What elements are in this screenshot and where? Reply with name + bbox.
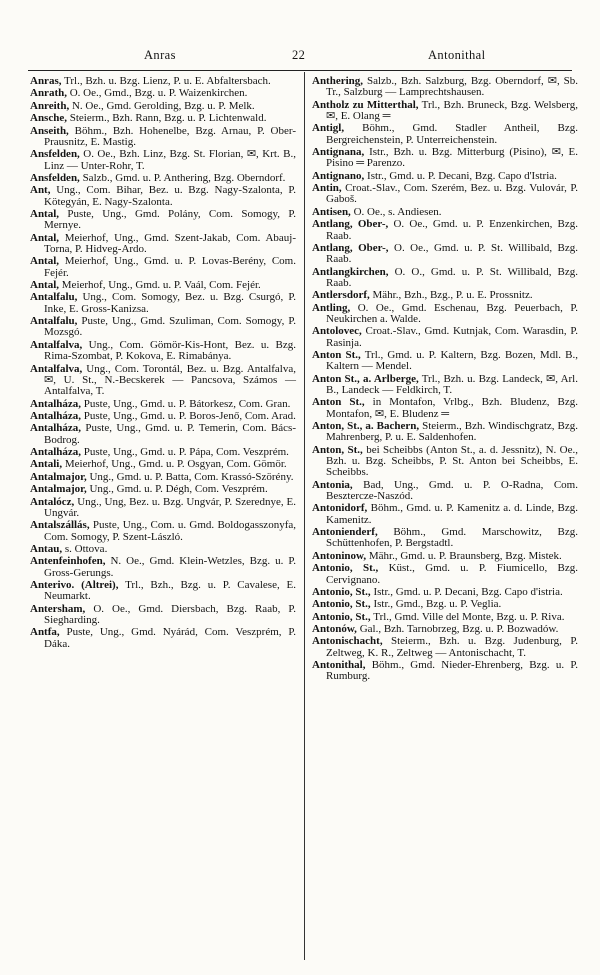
gazetteer-entry <box>30 411 296 422</box>
gazetteer-entry <box>30 173 296 184</box>
gazetteer-entry <box>30 76 296 87</box>
gazetteer-entry <box>30 292 296 315</box>
gazetteer-entry <box>30 149 296 172</box>
entry-details: O. Oe., Gmd. u. P. St. Willibald, Bzg. Raab. <box>326 241 579 266</box>
entry-headword: Antholz zu Mitterthal, <box>312 98 419 111</box>
entry-headword: Antonio, St., <box>312 610 371 623</box>
entry-headword: Antalháza, <box>30 397 82 410</box>
entry-details: O. Oe., Gmd., Bzg. u. P. Waizenkirchen. <box>66 87 248 100</box>
entry-headword: Anseith, <box>30 124 69 137</box>
entry-details: O. Oe., Gmd. u. P. Enzenkirchen, Bzg. Raab. <box>326 218 579 242</box>
entry-details: Ung., Gmd. u. P. Dégh, Com. Veszprém. <box>86 483 268 496</box>
gazetteer-entry <box>312 503 578 526</box>
gazetteer-entry <box>30 580 296 603</box>
entry-headword: Antlersdorf, <box>312 289 370 302</box>
entry-details: Puste, Ung., Gmd. u. P. Temerin, Com. Bács-Bodrog. <box>44 422 296 446</box>
gazetteer-entry <box>312 219 578 242</box>
entry-headword: Antonidorf, <box>312 502 368 515</box>
gazetteer-entry <box>312 421 578 444</box>
entry-details: Gal., Bzh. Tarnobrzeg, Bzg. u. P. Bozwadów. <box>356 623 559 636</box>
entry-headword: Antalfalva, <box>30 338 83 351</box>
entry-details: Trl., Bzh. Bruneck, Bzg. Welsberg, ✉, E. Olang ═ <box>326 98 578 122</box>
gazetteer-entry <box>30 364 296 398</box>
entry-details: Böhm., Bzh. Hohenelbe, Bzg. Arnau, P. Ober-Prausnitz, E. Mastig. <box>44 124 296 148</box>
entry-headword: Anton, St., <box>312 443 363 456</box>
gazetteer-entry <box>30 113 296 124</box>
entry-headword: Antlang, Ober-, <box>312 218 389 231</box>
entry-details: Bad, Ung., Gmd. u. P. O-Radna, Com. Besztercze-Naszód. <box>326 478 578 503</box>
entry-details: Meierhof, Ung., Gmd. Szent-Jakab, Com. Abauj-Torna, P. Hidveg-Ardo. <box>44 231 296 255</box>
entry-headword: Antonio, St., <box>312 598 371 611</box>
header-rule <box>28 70 572 71</box>
entry-headword: Antlangkirchen, <box>312 265 389 278</box>
entry-details: Böhm., Gmd. Nieder-Ehrenberg, Bzg. u. P. Rumburg. <box>326 659 578 683</box>
gazetteer-entry <box>30 556 296 579</box>
entry-details: Croat.-Slav., Com. Szerém, Bez. u. Bzg. Vulovár, P. Gaboš. <box>326 182 578 206</box>
entry-details: Trl., Bzh. u. Bzg. Lienz, P. u. E. Abfaltersbach. <box>61 75 271 87</box>
gazetteer-entry <box>312 183 578 206</box>
page-number: 22 <box>292 48 306 62</box>
entry-headword: Antonia, <box>312 478 353 491</box>
entry-headword: Antali, <box>30 458 63 471</box>
entry-details: Puste, Ung., Gmd. u. P. Boros-Jenő, Com. Arad. <box>81 409 296 422</box>
gazetteer-entry <box>312 100 578 123</box>
entry-headword: Antonów, <box>312 623 357 636</box>
gazetteer-entry <box>30 340 296 363</box>
entry-details: Mähr., Gmd. u. P. Braunsberg, Bzg. Mistek. <box>366 549 562 562</box>
gazetteer-entry <box>312 267 578 290</box>
entry-details: Ung., Com. Bihar, Bez. u. Bzg. Nagy-Szalonta, P. Kötegyán, E. Nagy-Szalonta. <box>44 184 296 208</box>
entry-headword: Antisen, <box>312 205 351 218</box>
entry-details: O. O., Gmd. u. P. St. Willibald, Bzg. Raab. <box>326 265 578 289</box>
entry-details: Meierhof, Ung., Gmd. u. P. Osgyan, Com. Gömör. <box>62 458 287 471</box>
entry-details: in Montafon, Vrlbg., Bzh. Bludenz, Bzg. Montafon, ✉, E. Bludenz ═ <box>326 396 579 420</box>
entry-headword: Antin, <box>312 182 342 195</box>
entry-details: Croat.-Slav., Gmd. Kutnjak, Com. Warasdin, P. Rasinja. <box>326 325 578 349</box>
entry-details: Böhm., Gmd. u. P. Kamenitz a. d. Linde, Bzg. Kamenitz. <box>326 502 578 526</box>
entry-details: Istr., Gmd. u. P. Decani, Bzg. Capo d'Istria. <box>364 169 557 182</box>
entry-details: Puste, Ung., Gmd. Polány, Com. Somogy, P. Mernye. <box>44 208 296 232</box>
entry-details: Ung., Ung, Bez. u. Bzg. Ungvár, P. Szerednye, E. Ungvár. <box>44 495 296 519</box>
entry-headword: Antolovec, <box>312 325 362 338</box>
entry-headword: Antersham, <box>30 602 86 615</box>
entry-headword: Antalócz, <box>30 495 75 508</box>
entry-headword: Antal, <box>30 279 60 292</box>
gazetteer-entry <box>30 316 296 339</box>
entry-headword: Antoninow, <box>312 549 367 562</box>
gazetteer-entry <box>312 636 578 659</box>
gazetteer-entry <box>312 551 578 562</box>
gazetteer-entry <box>312 147 578 170</box>
entry-details: Puste, Ung., Gmd. u. P. Pápa, Com. Veszprém. <box>81 445 289 458</box>
entry-details: Meierhof, Ung., Gmd. u. P. Vaál, Com. Fejér. <box>59 279 261 292</box>
gazetteer-entry <box>30 233 296 256</box>
entry-details: N. Oe., Gmd. Gerolding, Bzg. u. P. Melk. <box>69 99 255 112</box>
entry-headword: Antalháza, <box>30 409 82 422</box>
gazetteer-entry <box>312 587 578 598</box>
entry-headword: Antalháza, <box>30 445 82 458</box>
entry-details: Puste, Ung., Gmd. u. P. Bátorkesz, Com. Gran. <box>81 397 291 410</box>
gazetteer-entry <box>30 604 296 627</box>
entry-headword: Antignana, <box>312 146 365 159</box>
entry-details: O. Oe., Bzh. Linz, Bzg. St. Florian, ✉, Krt. B., Linz — Unter-Rohr, T. <box>44 148 296 172</box>
gazetteer-entry <box>312 123 578 146</box>
gazetteer-entry <box>312 171 578 182</box>
entry-headword: Anras, <box>30 75 62 87</box>
gazetteer-entry <box>30 520 296 543</box>
gazetteer-entry <box>30 627 296 650</box>
gazetteer-entry <box>30 185 296 208</box>
entry-details: Ung., Com. Somogy, Bez. u. Bzg. Csurgó, P. Inke, E. Gross-Kanizsa. <box>44 291 296 315</box>
gazetteer-entry <box>30 101 296 112</box>
entry-headword: Antalszállás, <box>30 519 90 532</box>
gazetteer-entry <box>312 374 578 397</box>
entry-details: Ung., Com. Gömör-Kis-Hont, Bez. u. Bzg. Rima-Szombat, P. Kokova, E. Rimabánya. <box>44 338 296 363</box>
gazetteer-entry <box>30 88 296 99</box>
entry-headword: Antenfeinhofen, <box>30 555 106 568</box>
gazetteer-entry <box>312 326 578 349</box>
entry-details: Trl., Bzh. u. Bzg. Landeck, ✉, Arl. B., Landeck — Feldkirch, T. <box>326 372 578 397</box>
gazetteer-entry <box>312 563 578 586</box>
entry-headword: Antal, <box>30 231 60 244</box>
gazetteer-entry <box>30 484 296 495</box>
entry-headword: Antal, <box>30 208 60 221</box>
entry-details: Steierm., Bzh. Rann, Bzg. u. P. Lichtenwald. <box>66 112 267 125</box>
gazetteer-entry <box>312 243 578 266</box>
entry-headword: Antonio, St., <box>312 562 379 575</box>
entry-details: Salzb., Bzh. Salzburg, Bzg. Oberndorf, ✉, Sb. Tr., Salzburg — Lamprechtshausen. <box>326 75 578 99</box>
entry-headword: Anthering, <box>312 75 364 87</box>
entry-details: bei Scheibbs (Anton St., a. d. Jessnitz), N. Oe., Bzh. u. Bzg. Scheibbs, P. St. Anton bei Scheibbs, E. Scheibbs. <box>326 443 579 479</box>
gazetteer-entry <box>312 612 578 623</box>
entry-details: Puste, Ung., Gmd. Nyárád, Com. Veszprém, P. Dáka. <box>44 626 296 650</box>
entry-headword: Anton, St., a. Bachern, <box>312 420 420 433</box>
gazetteer-entry <box>30 399 296 410</box>
entry-headword: Anton St., <box>312 396 365 409</box>
gazetteer-entry <box>30 256 296 279</box>
running-head <box>28 48 572 64</box>
entry-details: Küst., Gmd. u. P. Fiumicello, Bzg. Cervignano. <box>326 562 579 586</box>
entry-headword: Antlang, Ober-, <box>312 241 389 254</box>
gazetteer-entry <box>312 76 578 99</box>
entry-details: Istr., Gmd., Bzg. u. P. Veglia. <box>370 598 502 611</box>
gazetteer-entry <box>30 459 296 470</box>
entry-headword: Antal, <box>30 255 60 268</box>
entry-headword: Antonio, St., <box>312 585 371 598</box>
gazetteer-entry <box>30 447 296 458</box>
entry-details: Puste, Ung., Gmd. Szuliman, Com. Somogy, P. Mozsgó. <box>44 315 296 339</box>
entry-details: Mähr., Bzh., Bzg., P. u. E. Prossnitz. <box>369 289 533 302</box>
entry-headword: Antau, <box>30 542 63 555</box>
gazetteer-entry <box>312 303 578 326</box>
gazetteer-entry <box>30 497 296 520</box>
entry-headword: Anton St., a. Arlberge, <box>312 372 419 385</box>
entry-details: Trl., Gmd. Ville del Monte, Bzg. u. P. Riva. <box>370 610 565 623</box>
entry-details: Ung., Com. Torontál, Bez. u. Bzg. Antalfalva, ✉, U. St., N.-Becskerek — Pancsova, Számos — Antalfalva, T. <box>44 362 296 398</box>
entry-details: O. Oe., Gmd. Diersbach, Bzg. Raab, P. Siegharding. <box>44 602 296 626</box>
entry-headword: Antalfalva, <box>30 362 83 375</box>
entry-headword: Antalfalu, <box>30 315 78 328</box>
entry-details: Böhm., Gmd. Stadler Antheil, Bzg. Bergreichenstein, P. Unterreichenstein. <box>326 122 578 146</box>
column-divider <box>304 72 305 960</box>
gazetteer-entry <box>312 599 578 610</box>
entry-details: Steierm., Bzh. Windischgratz, Bzg. Mahrenberg, P. u. E. Saldenhofen. <box>326 420 578 444</box>
entry-details: Trl., Gmd. u. P. Kaltern, Bzg. Bozen, Mdl. B., Kaltern — Mendel. <box>326 349 578 373</box>
gazetteer-entry <box>312 624 578 635</box>
gazetteer-entry <box>30 280 296 291</box>
entry-headword: Antling, <box>312 301 351 314</box>
entry-details: O. Oe., Gmd. Eschenau, Bzg. Peuerbach, P. Neukirchen a. Walde. <box>326 301 578 325</box>
entry-headword: Anton St., <box>312 349 361 362</box>
entry-details: O. Oe., s. Andiesen. <box>350 205 442 218</box>
entry-details: Istr., Gmd. u. P. Decani, Bzg. Capo d'istria. <box>370 585 563 598</box>
gazetteer-entry <box>312 350 578 373</box>
gazetteer-entry <box>30 209 296 232</box>
entry-headword: Anrath, <box>30 87 67 100</box>
entry-details: Istr., Bzh. u. Bzg. Mitterburg (Pisino), ✉, E. Pisino ═ Parenzo. <box>326 146 578 170</box>
entry-headword: Antigl, <box>312 122 345 135</box>
gazetteer-entry <box>312 207 578 218</box>
gazetteer-entry <box>312 527 578 550</box>
entry-headword: Antalfalu, <box>30 291 78 304</box>
left-column <box>30 76 296 651</box>
entry-details: Trl., Bzh., Bzg. u. P. Cavalese, E. Neumarkt. <box>44 579 296 603</box>
entry-headword: Antalháza, <box>30 422 82 435</box>
entry-details: N. Oe., Gmd. Klein-Wetzles, Bzg. u. P. Gross-Gerungs. <box>44 555 296 579</box>
entry-headword: Ansfelden, <box>30 148 80 161</box>
entry-headword: Anreith, <box>30 99 70 112</box>
entry-details: s. Ottova. <box>62 542 108 555</box>
entry-details: Meierhof, Ung., Gmd. u. P. Lovas-Berény, Com. Fejér. <box>44 255 296 279</box>
entry-details: Salzb., Gmd. u. P. Anthering, Bzg. Oberndorf. <box>79 171 286 184</box>
entry-headword: Antalmajor, <box>30 470 87 483</box>
entry-headword: Ant, <box>30 184 51 197</box>
gazetteer-entry <box>312 480 578 503</box>
gazetteer-entry <box>312 397 578 420</box>
right-column <box>312 76 578 684</box>
entry-headword: Ansfelden, <box>30 171 80 184</box>
running-head-first-entry: Anras <box>144 48 176 62</box>
entry-headword: Antonithal, <box>312 659 366 672</box>
entry-details: Puste, Ung., Com. u. Gmd. Boldogasszonyfa, Com. Somogy, P. Szent-László. <box>44 519 296 543</box>
gazetteer-entry <box>312 445 578 479</box>
entry-headword: Antonischacht, <box>312 635 383 648</box>
entry-details: Steierm., Bzh. u. Bzg. Judenburg, P. Zeltweg, K. R., Zeltweg — Antonischacht, T. <box>326 635 578 659</box>
entry-headword: Ansche, <box>30 112 67 125</box>
entry-headword: Antonienderf, <box>312 526 378 539</box>
entry-headword: Antignano, <box>312 169 365 182</box>
gazetteer-entry <box>312 290 578 301</box>
gazetteer-entry <box>312 660 578 683</box>
entry-headword: Antfa, <box>30 626 60 639</box>
running-head-last-entry: Antonithal <box>428 48 486 62</box>
entry-headword: Anterivo. (Altrei), <box>30 579 119 591</box>
entry-headword: Antalmajor, <box>30 483 87 496</box>
gazetteer-entry <box>30 423 296 446</box>
gazetteer-entry <box>30 472 296 483</box>
entry-details: Ung., Gmd. u. P. Batta, Com. Krassó-Szörény. <box>86 470 294 483</box>
gazetteer-entry <box>30 544 296 555</box>
gazetteer-entry <box>30 126 296 149</box>
entry-details: Böhm., Gmd. Marschowitz, Bzg. Schüttenhofen, P. Bergstadtl. <box>326 526 578 550</box>
